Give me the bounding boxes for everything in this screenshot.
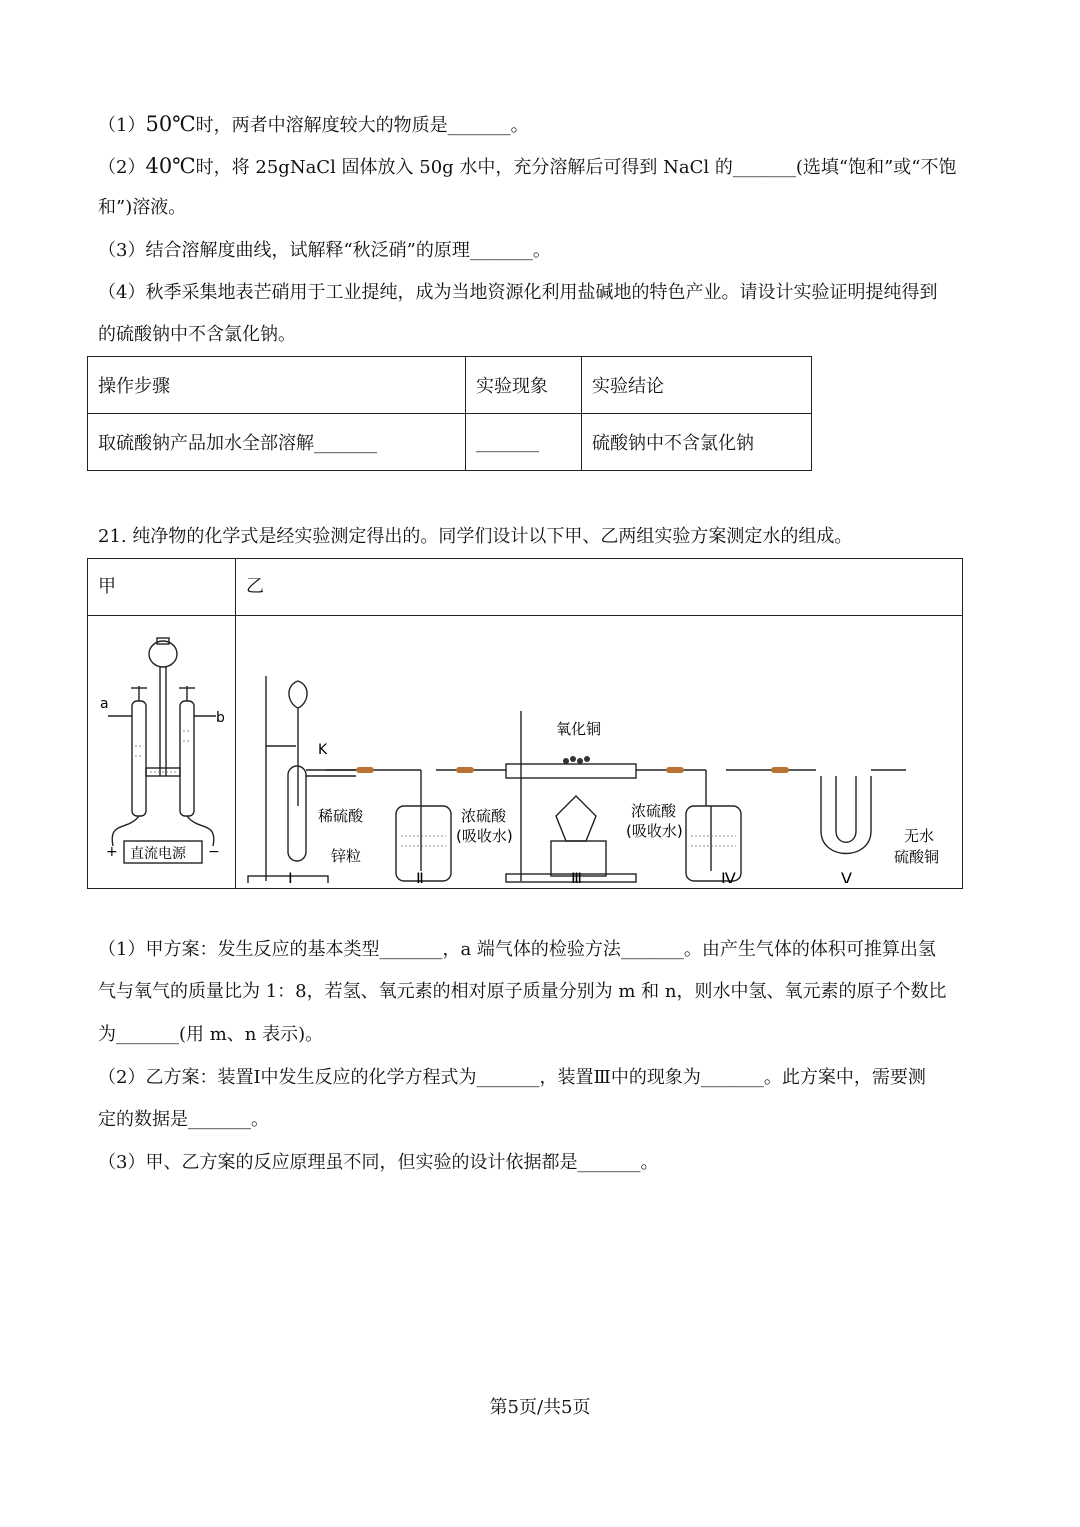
q21-part2-cont: 定的数据是_______。	[98, 1109, 269, 1130]
q21-part1-cont1: 气与氧气的质量比为 1：8，若氢、氧元素的相对原子质量分别为 m 和 n，则水中氢、氧元素的原子个数比	[98, 981, 947, 1002]
q20-part2: （2）40℃时，将 25gNaCl 固体放入 50g 水中，充分溶解后可得到 NaCl 的_______(选填“饱和”或“不饱	[98, 154, 957, 178]
apparatus-table	[87, 558, 963, 889]
header-steps: 操作步骤	[88, 357, 466, 414]
label-minus: −	[208, 844, 220, 860]
q21-part1-cont2: 为_______(用 m、n 表示)。	[98, 1024, 324, 1045]
q21-part3: （3）甲、乙方案的反应原理虽不同，但实验的设计依据都是_______。	[98, 1152, 659, 1173]
label-K: K	[318, 742, 328, 758]
q20-part2-cont: 和”)溶液。	[98, 197, 187, 218]
label-nongliusuan-2b: (吸收水)	[626, 822, 683, 840]
apparatus-jia-cell	[88, 616, 236, 889]
apparatus-yi-cell	[236, 616, 963, 889]
label-roman-1: Ⅰ	[288, 869, 293, 883]
label-yanghuatong: 氧化铜	[556, 720, 602, 738]
header-phenomenon: 实验现象	[466, 357, 582, 414]
q21-part1: （1）甲方案：发生反应的基本类型_______，a 端气体的检验方法_______。由产生气体的体积可推算出氢	[98, 939, 936, 960]
q20-part3: （3）结合溶解度曲线，试解释“秋泛硝”的原理_______。	[98, 240, 551, 261]
label-power: 直流电源	[130, 846, 186, 862]
label-nongliusuan-1a: 浓硫酸	[461, 807, 507, 825]
col-header-yi: 乙	[236, 559, 963, 616]
table-row	[88, 414, 812, 471]
label-xiliusuan: 稀硫酸	[318, 807, 364, 825]
label-wushui-a: 无水	[904, 827, 935, 845]
page-footer: 第5页/共5页	[489, 1397, 591, 1418]
label-xinli: 锌粒	[331, 847, 362, 865]
col-header-jia: 甲	[88, 559, 236, 616]
hydrogen-reduction-diagram	[236, 616, 962, 883]
label-roman-4: Ⅳ	[721, 869, 736, 883]
electrolysis-diagram	[88, 616, 235, 883]
q20-part4: （4）秋季采集地表芒硝用于工业提纯，成为当地资源化利用盐碱地的特色产业。请设计实验证明提纯得到	[98, 282, 938, 303]
cell-steps: 取硫酸钠产品加水全部溶解_______	[88, 414, 466, 471]
label-roman-5: Ⅴ	[841, 869, 852, 883]
q21-part2: （2）乙方案：装置Ⅰ中发生反应的化学方程式为_______，装置Ⅲ中的现象为_______。此方案中，需要测	[98, 1067, 926, 1088]
label-roman-3: Ⅲ	[571, 869, 583, 883]
label-nongliusuan-2a: 浓硫酸	[631, 802, 677, 820]
label-roman-2: Ⅱ	[416, 869, 424, 883]
label-b: b	[216, 710, 225, 726]
label-a: a	[100, 696, 109, 712]
label-wushui-b: 硫酸铜	[894, 848, 940, 866]
q20-part1: （1）50℃时，两者中溶解度较大的物质是_______。	[98, 112, 529, 136]
table-header-row	[88, 357, 812, 414]
label-plus: +	[106, 844, 118, 860]
cell-conclusion: 硫酸钠中不含氯化钠	[582, 414, 812, 471]
header-conclusion: 实验结论	[582, 357, 812, 414]
experiment-table	[87, 356, 812, 471]
cell-phenomenon: _______	[466, 414, 582, 471]
q20-part4-cont: 的硫酸钠中不含氯化钠。	[98, 324, 296, 345]
label-nongliusuan-1b: (吸收水)	[456, 827, 513, 845]
q21-stem: 21. 纯净物的化学式是经实验测定得出的。同学们设计以下甲、乙两组实验方案测定水的组成。	[98, 526, 853, 547]
